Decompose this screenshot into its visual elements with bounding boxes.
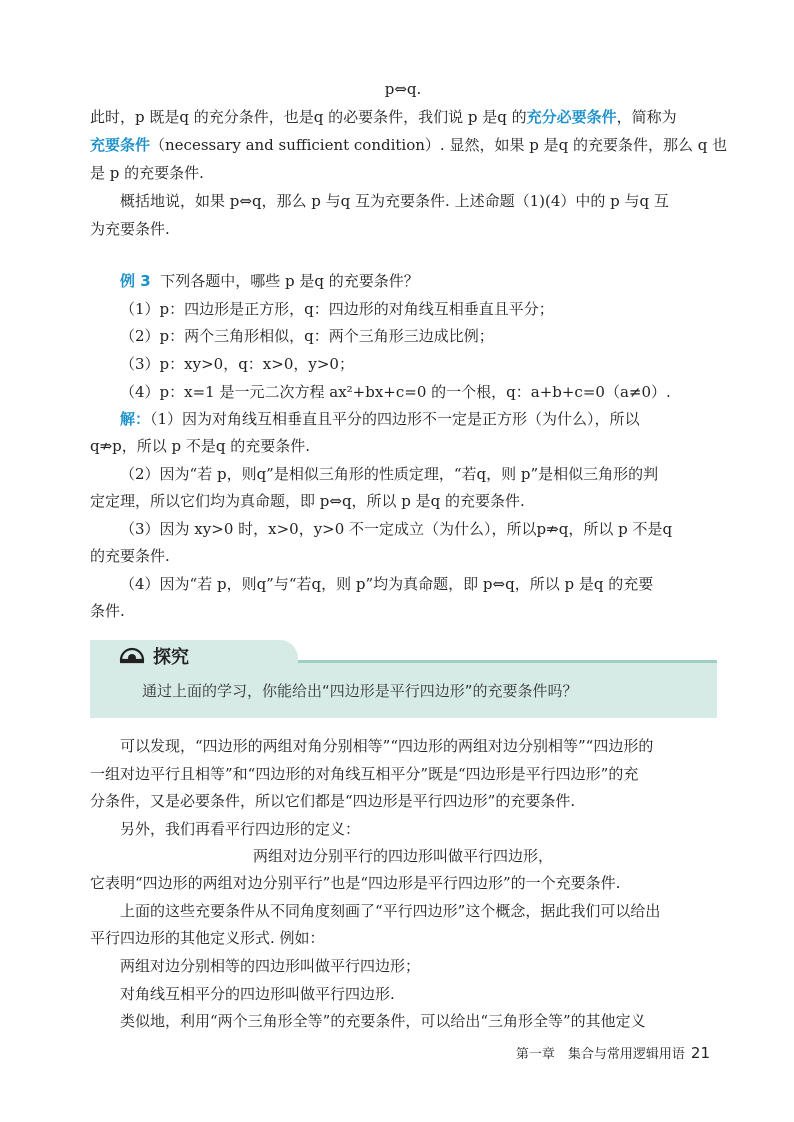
example-question: 下列各题中，哪些 p 是q 的充要条件？ [160, 272, 419, 290]
discussion-2: 另外，我们再看平行四边形的定义： [120, 820, 361, 838]
example-item-2: （2）p：两个三角形相似，q：两个三角形三边成比例； [120, 327, 494, 345]
example-heading [90, 270, 716, 292]
discussion-1-line2: 一组对边平行且相等”和“四边形的对角线互相平分”既是“四边形是平行四边形”的充 [90, 765, 639, 783]
para1-line2 [90, 134, 728, 156]
discussion-1-line3: 分条件，又是必要条件，所以它们都是“四边形是平行四边形”的充要条件. [90, 792, 576, 810]
discussion-4: 它表明“四边形的两组对边分别平行”也是“四边形是平行四边形”的一个充要条件. [90, 874, 621, 892]
solution-label: 解： [120, 410, 151, 428]
inquiry-text: 通过上面的学习，你能给出“四边形是平行四边形”的充要条件吗？ [142, 682, 578, 700]
para1-line1-text-a: 此时，p 既是q 的充分条件，也是q 的必要条件，我们说 p 是q 的 [90, 108, 527, 126]
solution-1-line1 [90, 408, 716, 430]
discussion-5-line2: 平行四边形的其他定义形式. 例如： [90, 929, 325, 947]
para1-line3: 是 p 的充要条件. [90, 164, 204, 182]
solution-3-line1: （3）因为 xy>0 时，x>0，y>0 不一定成立（为什么），所以p⇏q，所以 p 不是q [120, 520, 673, 538]
alt-definition-2: 对角线互相平分的四边形叫做平行四边形. [120, 985, 395, 1003]
example-item-1: （1）p：四边形是正方形，q：四边形的对角线互相垂直且平分； [120, 300, 554, 318]
para1-line2-text: （necessary and sufficient condition）. 显然，如果 p 是q 的充要条件，那么 q 也 [150, 136, 728, 154]
example-item-4: （4）p：x=1 是一元二次方程 ax²+bx+c=0 的一个根，q：a+b+c=0（a≠0）. [120, 383, 671, 401]
discussion-1-line1: 可以发现，“四边形的两组对角分别相等”“四边形的两组对边分别相等”“四边形的 [120, 737, 654, 755]
solution-3-line2: 的充要条件. [90, 547, 170, 565]
para1-line1-text-b: ，简称为 [616, 108, 677, 126]
term-necessary-sufficient: 充分必要条件 [526, 108, 617, 126]
solution-1-text: （1）因为对角线互相垂直且平分的四边形不一定是正方形（为什么），所以 [150, 410, 640, 428]
formula-p-iff-q: p⇔q. [384, 80, 422, 98]
discussion-5-line1: 上面的这些充要条件从不同角度刻画了“平行四边形”这个概念，据此我们可以给出 [120, 902, 661, 920]
parallelogram-definition: 两组对边分别平行的四边形叫做平行四边形， [252, 847, 553, 865]
page-footer [516, 1043, 710, 1062]
para2-line1: 概括地说，如果 p⇔q，那么 p 与q 互为充要条件. 上述命题（1)(4）中的 p 与q 互 [120, 192, 669, 210]
solution-4-line1: （4）因为“若 p，则q”与“若q，则 p”均为真命题，即 p⇔q，所以 p 是q 的充要 [120, 575, 654, 593]
eye-icon [119, 645, 145, 665]
para1-line1 [90, 106, 716, 128]
page-number: 21 [690, 1044, 710, 1062]
alt-definition-1: 两组对边分别相等的四边形叫做平行四边形； [120, 957, 421, 975]
solution-2-line1: （2）因为“若 p，则q”是相似三角形的性质定理，“若q，则 p”是相似三角形的判 [120, 465, 659, 483]
term-iff-condition: 充要条件 [90, 136, 151, 154]
solution-4-line2: 条件. [90, 602, 125, 620]
example-item-3: （3）p：xy>0，q：x>0，y>0； [120, 355, 354, 373]
discussion-8: 类似地，利用“两个三角形全等”的充要条件，可以给出“三角形全等”的其他定义 [120, 1012, 646, 1030]
example-label: 例 3 [120, 272, 151, 290]
inquiry-title: 探究 [153, 647, 189, 668]
solution-2-line2: 定定理，所以它们均为真命题，即 p⇔q，所以 p 是q 的充要条件. [90, 492, 525, 510]
solution-1-line2: q⇏p，所以 p 不是q 的充要条件. [90, 437, 311, 455]
para2-line2: 为充要条件. [90, 220, 170, 238]
chapter-title: 第一章 集合与常用逻辑用语 [515, 1047, 685, 1062]
